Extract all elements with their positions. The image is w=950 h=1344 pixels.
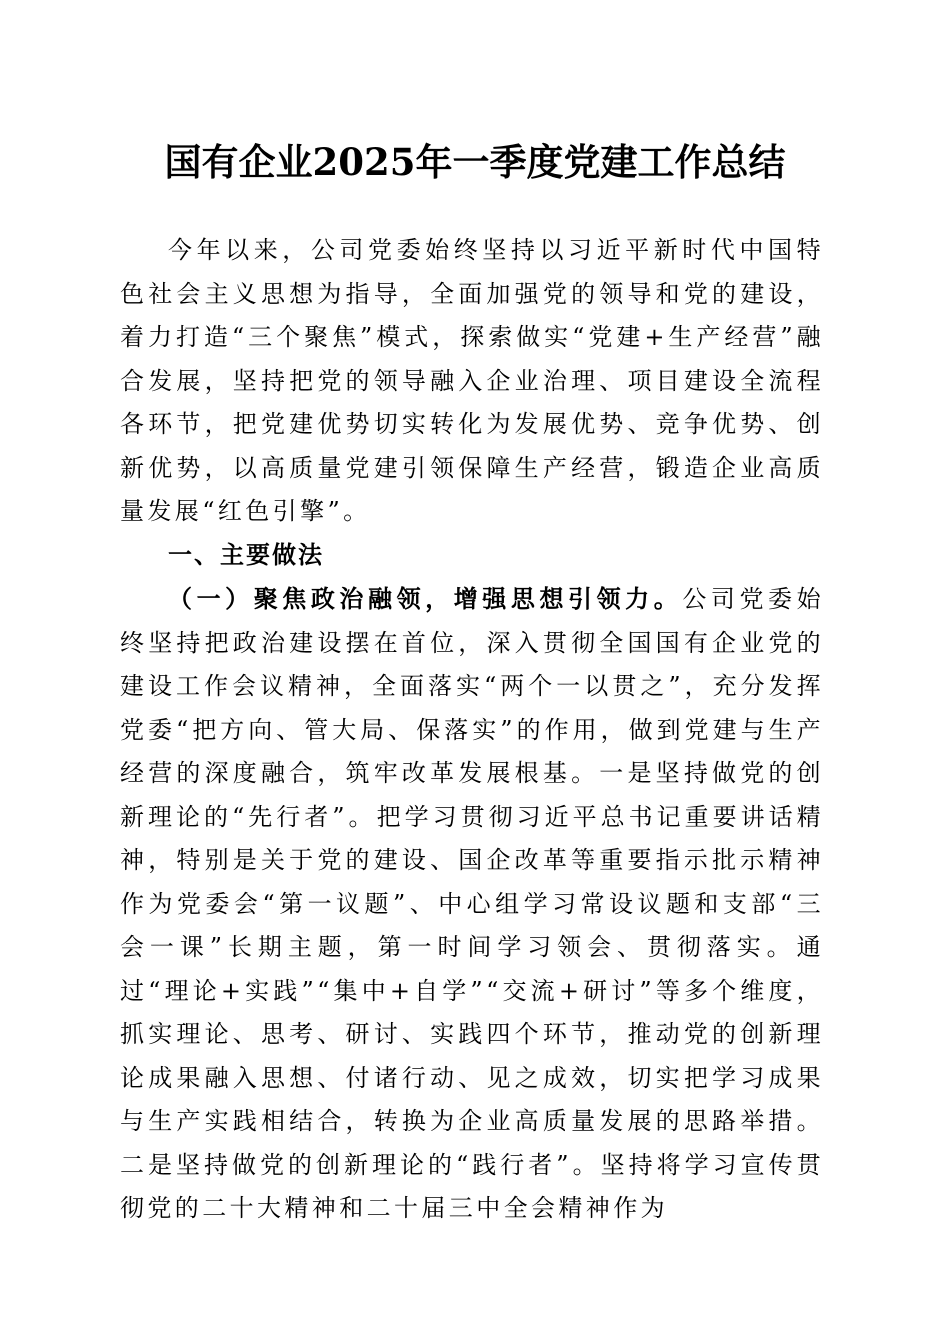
subsection-text-1: 公司党委始终坚持把政治建设摆在首位，深入贯彻全国国有企业党的建设工作会议精神，全面落实“两个一以贯之”，充分发挥党委“把方向、管大局、保落实”的作用，做到党建与生产经营的深度融合，筑牢改革发展根基。一是坚持做党的创新理论的“先行者”。把学习贯彻习近平总书记重要讲话精神，特别是关于党的建设、国企改革等重要指示批示精神作为党委会“第一议题”、中心组学习常设议题和支部“三会一课”长期主题，第一时间学习领会、贯彻落实。通过“理论+实践”“集中+自学”“交流+研讨”等多个维度，抓实理论、思考、研讨、实践四个环节，推动党的创新理论成果融入思想、付诸行动、见之成效，切实把学习成果与生产实践相结合，转换为企业高质量发展的思路举措。二是坚持做党的创新理论的“践行者”。坚持将学习宣传贯彻党的二十大精神和二十届三中全会精神作为 <box>120 585 825 1222</box>
section-heading-main-practices: 一、主要做法 <box>168 540 324 569</box>
document-body <box>120 229 824 1231</box>
subsection-paragraph-1 <box>120 577 824 1231</box>
intro-paragraph: 今年以来，公司党委始终坚持以习近平新时代中国特色社会主义思想为指导，全面加强党的领导和党的建设，着力打造“三个聚焦”模式，探索做实“党建+生产经营”融合发展，坚持把党的领导融入企业治理、项目建设全流程各环节，把党建优势切实转化为发展优势、竞争优势、创新优势，以高质量党建引领保障生产经营，锻造企业高质量发展“红色引擎”。 <box>120 236 824 525</box>
subsection-heading-1: （一）聚焦政治融领，增强思想引领力。 <box>168 584 683 613</box>
document-title: 国有企业2025年一季度党建工作总结 <box>164 140 786 184</box>
